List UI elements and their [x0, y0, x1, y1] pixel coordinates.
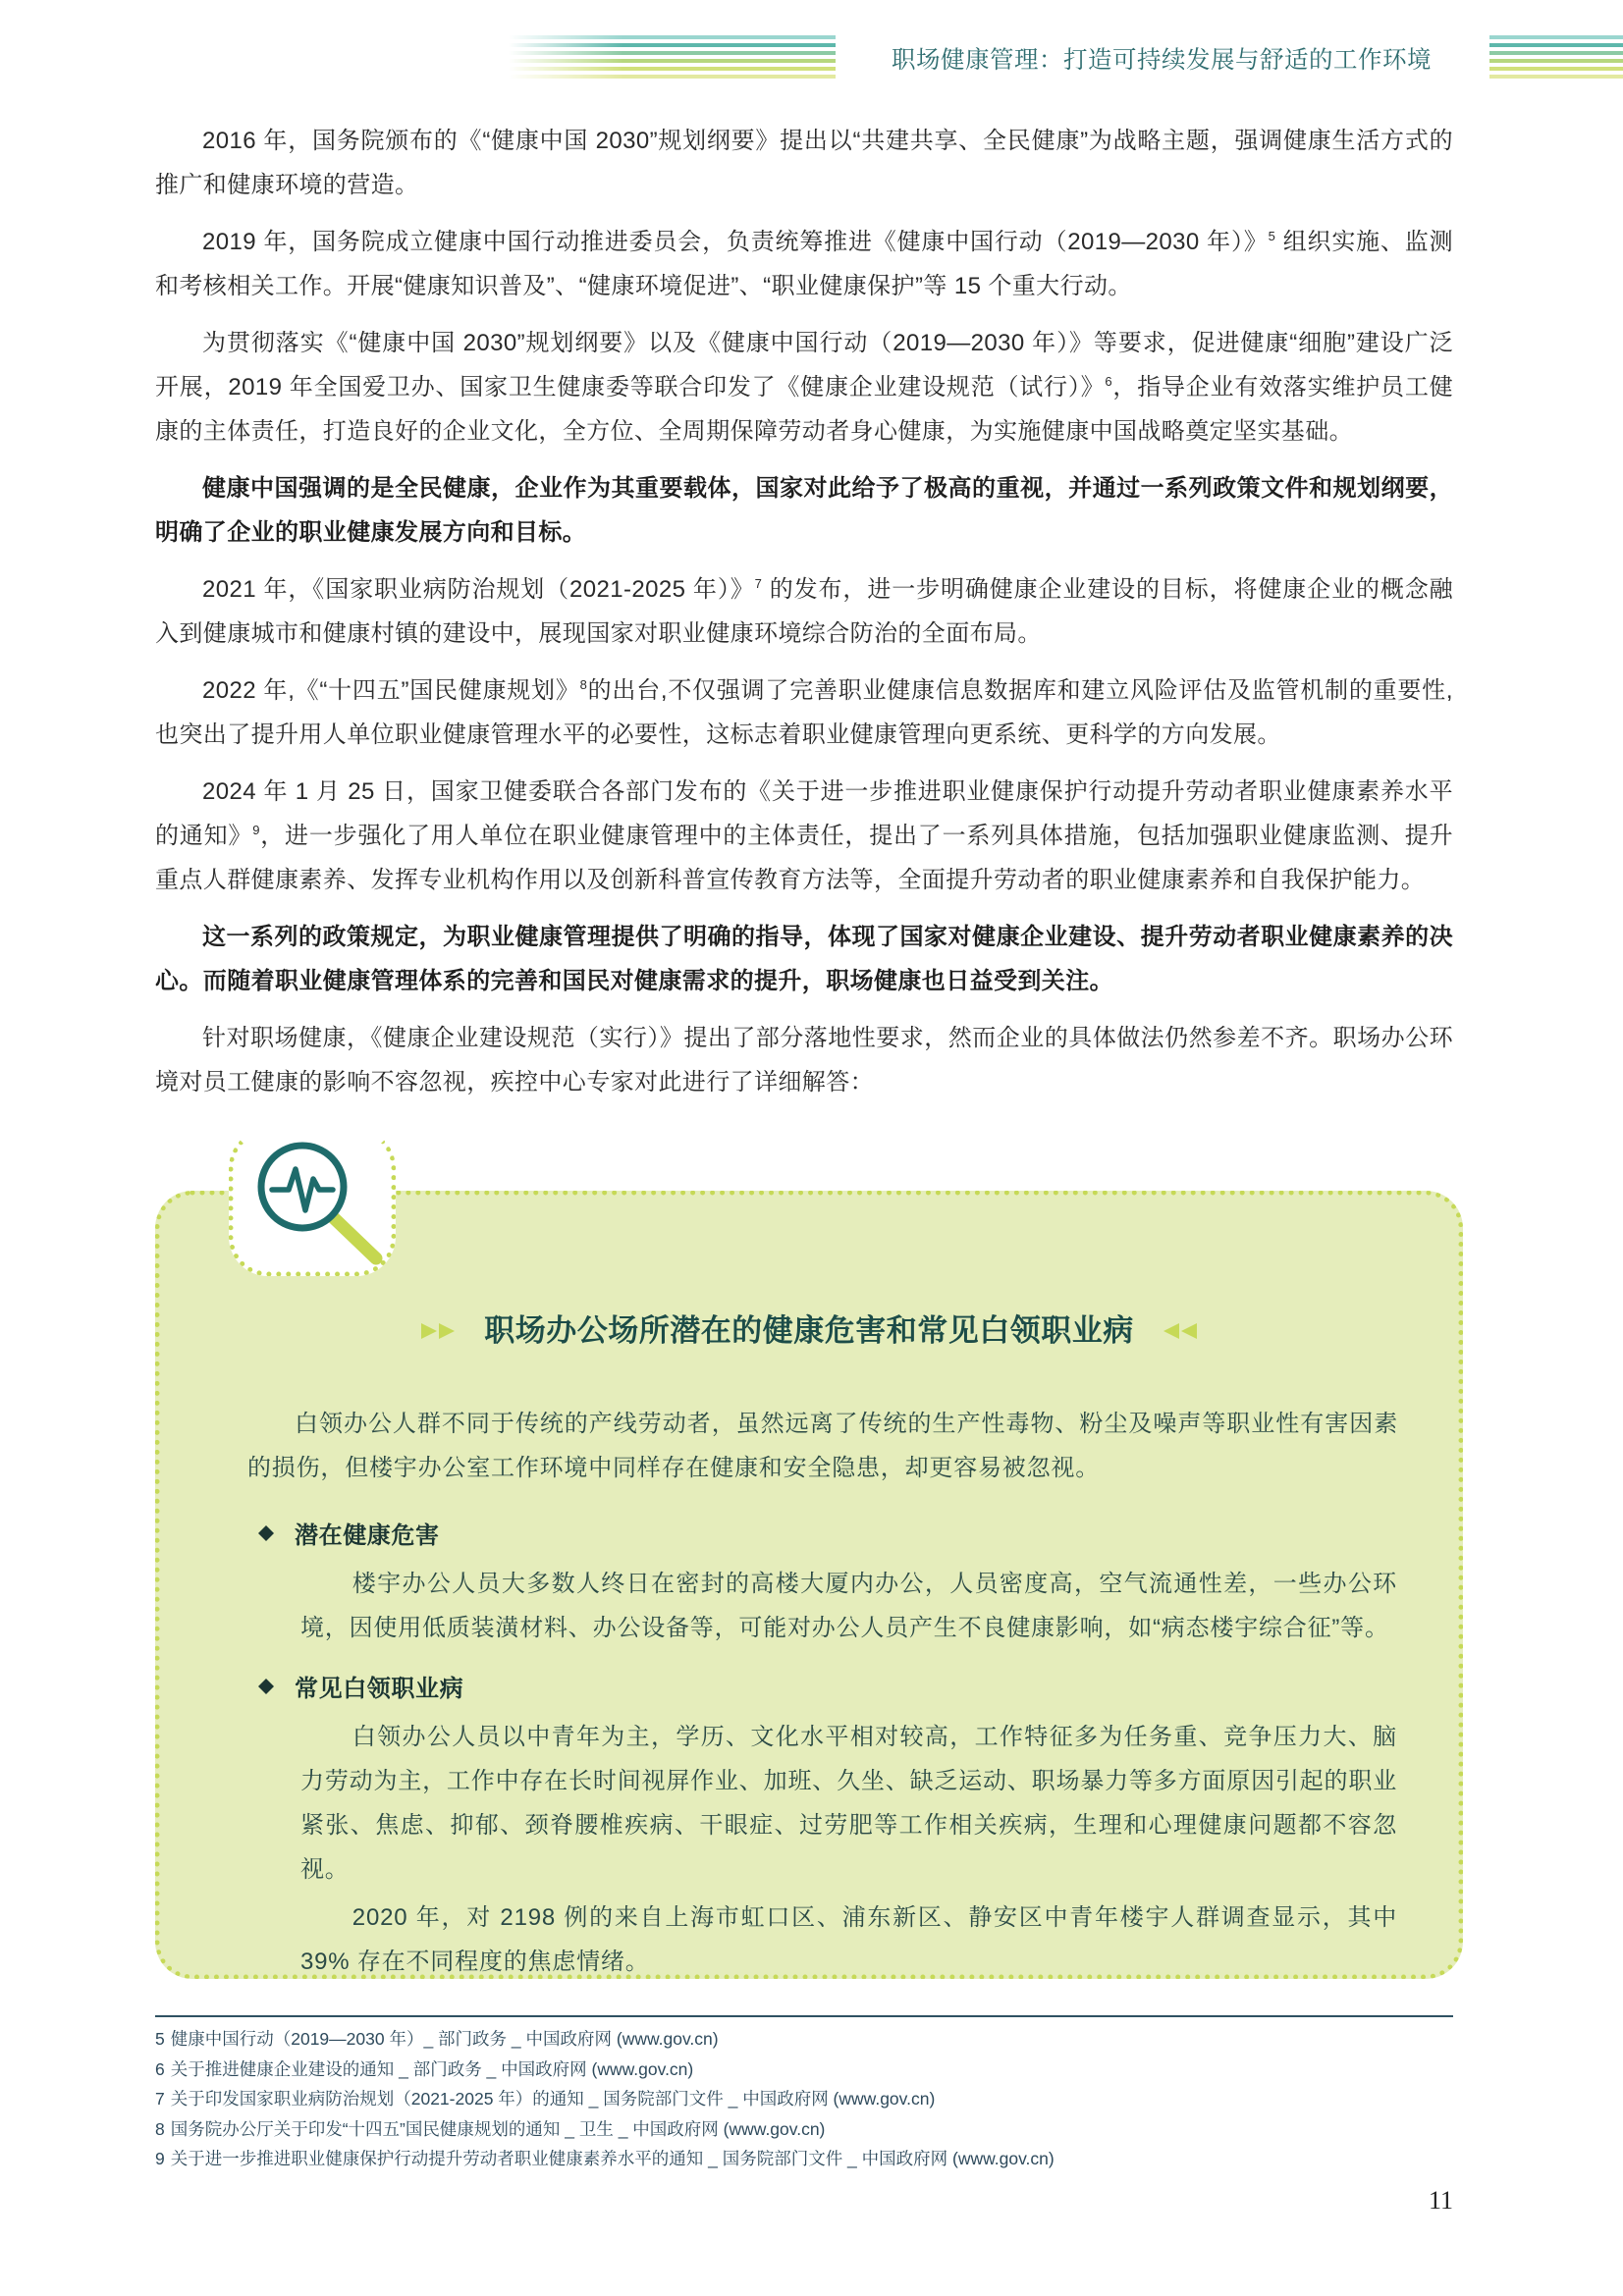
footnote-ref: 5: [1268, 229, 1276, 243]
section-paragraph: 白领办公人员以中青年为主，学历、文化水平相对较高，工作特征多为任务重、竞争压力大、脑力劳动为主，工作中存在长时间视屏作业、加班、久坐、缺乏运动、职场暴力等多方面原因引起的职业紧张、焦虑、抑郁、颈脊腰椎疾病、干眼症、过劳肥等工作相关疾病，生理和心理健康问题都不容忽视。: [300, 1724, 1397, 1883]
paragraph-text: 健康中国强调的是全民健康，企业作为其重要载体，国家对此给予了极高的重视，并通过一系列政策文件和规划纲要，明确了企业的职业健康发展方向和目标。: [155, 475, 1453, 546]
paragraph-text: 2019 年，国务院成立健康中国行动推进委员会，负责统筹推进《健康中国行动（2019—2030 年）》: [202, 229, 1269, 255]
header-stripes-left: [509, 35, 836, 79]
paragraph-text: 2022 年,《“十四五”国民健康规划》: [202, 677, 580, 704]
header-stripes-right: [1489, 35, 1623, 79]
header-stripe: [1489, 51, 1623, 55]
footnote-number: 5: [155, 2029, 165, 2049]
double-arrow-left-icon: [1160, 1320, 1199, 1342]
footnote: [155, 2114, 1453, 2145]
header-stripe: [509, 43, 836, 47]
paragraph-text: 针对职场健康，《健康企业建设规范（实行）》提出了部分落地性要求，然而企业的具体做法仍然参差不齐。职场办公环境对员工健康的影响不容忽视，疾控中心专家对此进行了详细解答：: [155, 1025, 1453, 1095]
callout-box: [155, 1191, 1463, 1979]
body-paragraph-emphasis: [155, 915, 1453, 1003]
body-paragraph: [155, 119, 1453, 207]
diamond-bullet-icon: [258, 1525, 274, 1541]
header-stripe: [509, 75, 836, 79]
callout-title-row: [160, 1310, 1458, 1352]
body-paragraph: [155, 321, 1453, 454]
body-paragraph: [155, 770, 1453, 902]
header-stripe: [509, 51, 836, 55]
header-stripe: [509, 59, 836, 63]
footnote-ref: 6: [1105, 374, 1113, 389]
footnote-text: 健康中国行动（2019—2030 年）_ 部门政务 _ 中国政府网 (www.gov.cn): [170, 2029, 719, 2049]
paragraph-text: 2024 年 1 月 25 日，国家卫健委联合各部门发布的《关于进一步推进职业健康保护行动提升劳动者职业健康素养水平的通知》: [155, 778, 1453, 849]
paragraph-text: 这一系列的政策规定，为职业健康管理提供了明确的指导，体现了国家对健康企业建设、提升劳动者职业健康素养的决心。而随着职业健康管理体系的完善和国民对健康需求的提升，职场健康也日益受到关注。: [155, 924, 1453, 994]
body-paragraph: [155, 220, 1453, 308]
footnote-ref: 7: [754, 576, 763, 591]
header-stripe: [1489, 43, 1623, 47]
section-body: [300, 1562, 1397, 1654]
paragraph-text: 为贯彻落实《“健康中国 2030”规划纲要》以及《健康中国行动（2019—2030 年）》等要求，促进健康“细胞”建设广泛开展，2019 年全国爱卫办、国家卫生健康委等联合印发了《健康企业建设规范（试行）》: [155, 330, 1453, 400]
paragraph-text: 组织实施、监测和考核相关工作。开展“健康知识普及”、“健康环境促进”、“职业健康保护”等 15 个重大行动。: [155, 229, 1453, 299]
section-paragraph: 2020 年，对 2198 例的来自上海市虹口区、浦东新区、静安区中青年楼宇人群调查显示，其中 39% 存在不同程度的焦虑情绪。: [300, 1904, 1397, 1975]
section-paragraph: 楼宇办公人员大多数人终日在密封的高楼大厦内办公，人员密度高，空气流通性差，一些办公环境，因使用低质装潢材料、办公设备等，可能对办公人员产生不良健康影响，如“病态楼宇综合征”等。: [300, 1571, 1397, 1641]
paragraph-text: 的发布，进一步明确健康企业建设的目标，将健康企业的概念融入到健康城市和健康村镇的建设中，展现国家对职业健康环境综合防治的全面布局。: [155, 576, 1454, 647]
footnote-text: 关于印发国家职业病防治规划（2021-2025 年）的通知 _ 国务院部门文件 _ 中国政府网 (www.gov.cn): [170, 2089, 936, 2109]
diamond-bullet-icon: [258, 1679, 274, 1694]
paragraph-text: ，指导企业有效落实维护员工健康的主体责任，打造良好的企业文化，全方位、全周期保障劳动者身心健康，为实施健康中国战略奠定坚实基础。: [155, 374, 1454, 445]
footnote: [155, 2144, 1453, 2174]
footnote-number: 7: [155, 2089, 165, 2109]
header-stripe: [1489, 59, 1623, 63]
paragraph-text: 的出台,不仅强调了完善职业健康信息数据库和建立风险评估及监管机制的重要性,也突出了提升用人单位职业健康管理水平的必要性，这标志着职业健康管理向更系统、更科学的方向发展。: [155, 677, 1453, 748]
callout-title: 职场办公场所潜在的健康危害和常见白领职业病: [484, 1313, 1134, 1348]
footnotes: [155, 2024, 1453, 2174]
paragraph-text: 2021 年，《国家职业病防治规划（2021-2025 年）》: [202, 576, 755, 603]
magnifier-pulse-icon: [229, 1129, 396, 1276]
header-stripe: [509, 67, 836, 71]
body-paragraph-emphasis: [155, 466, 1453, 555]
footnote-ref: 8: [579, 677, 588, 692]
body-paragraph: [155, 567, 1453, 656]
callout-intro: 白领办公人群不同于传统的产线劳动者，虽然远离了传统的生产性毒物、粉尘及噪声等职业性有害因素的损伤，但楼宇办公室工作环境中同样存在健康和安全隐患，却更容易被忽视。: [247, 1411, 1398, 1481]
body-paragraph: [155, 1016, 1453, 1104]
section-heading: [258, 1511, 440, 1555]
footnote-divider: [155, 2015, 1453, 2017]
footnote-number: 9: [155, 2149, 165, 2168]
footnote: [155, 2084, 1453, 2114]
header-stripe: [509, 35, 836, 39]
section-body: [300, 1715, 1397, 1988]
paragraph-text: ，进一步强化了用人单位在职业健康管理中的主体责任，提出了一系列具体措施，包括加强职业健康监测、提升重点人群健康素养、发挥专业机构作用以及创新科普宣传教育方法等，全面提升劳动者的职业健康素养和自我保护能力。: [155, 823, 1453, 893]
main-body: [155, 119, 1453, 1117]
section-heading-label: 常见白领职业病: [295, 1676, 464, 1702]
footnote-ref: 9: [252, 823, 260, 837]
page-number: 11: [1428, 2186, 1453, 2215]
body-paragraph: [155, 668, 1453, 757]
section-heading-label: 潜在健康危害: [295, 1522, 440, 1549]
footnote-text: 国务院办公厅关于印发“十四五”国民健康规划的通知 _ 卫生 _ 中国政府网 (www.gov.cn): [170, 2118, 826, 2139]
header-stripe: [1489, 75, 1623, 79]
footnote: [155, 2024, 1453, 2055]
footnote-text: 关于进一步推进职业健康保护行动提升劳动者职业健康素养水平的通知 _ 国务院部门文件 _ 中国政府网 (www.gov.cn): [170, 2149, 1055, 2168]
header-stripe: [1489, 35, 1623, 39]
paragraph-text: 2016 年，国务院颁布的《“健康中国 2030”规划纲要》提出以“共建共享、全民健康”为战略主题，强调健康生活方式的推广和健康环境的营造。: [155, 128, 1453, 198]
section-heading: [258, 1664, 463, 1708]
double-arrow-right-icon: [419, 1320, 459, 1342]
header-stripe: [1489, 67, 1623, 71]
footnote: [155, 2055, 1453, 2085]
footnote-number: 6: [155, 2058, 165, 2079]
running-header-title: 职场健康管理：打造可持续发展与舒适的工作环境: [892, 47, 1432, 74]
footnote-text: 关于推进健康企业建设的通知 _ 部门政务 _ 中国政府网 (www.gov.cn): [170, 2058, 694, 2079]
footnote-number: 8: [155, 2118, 165, 2139]
